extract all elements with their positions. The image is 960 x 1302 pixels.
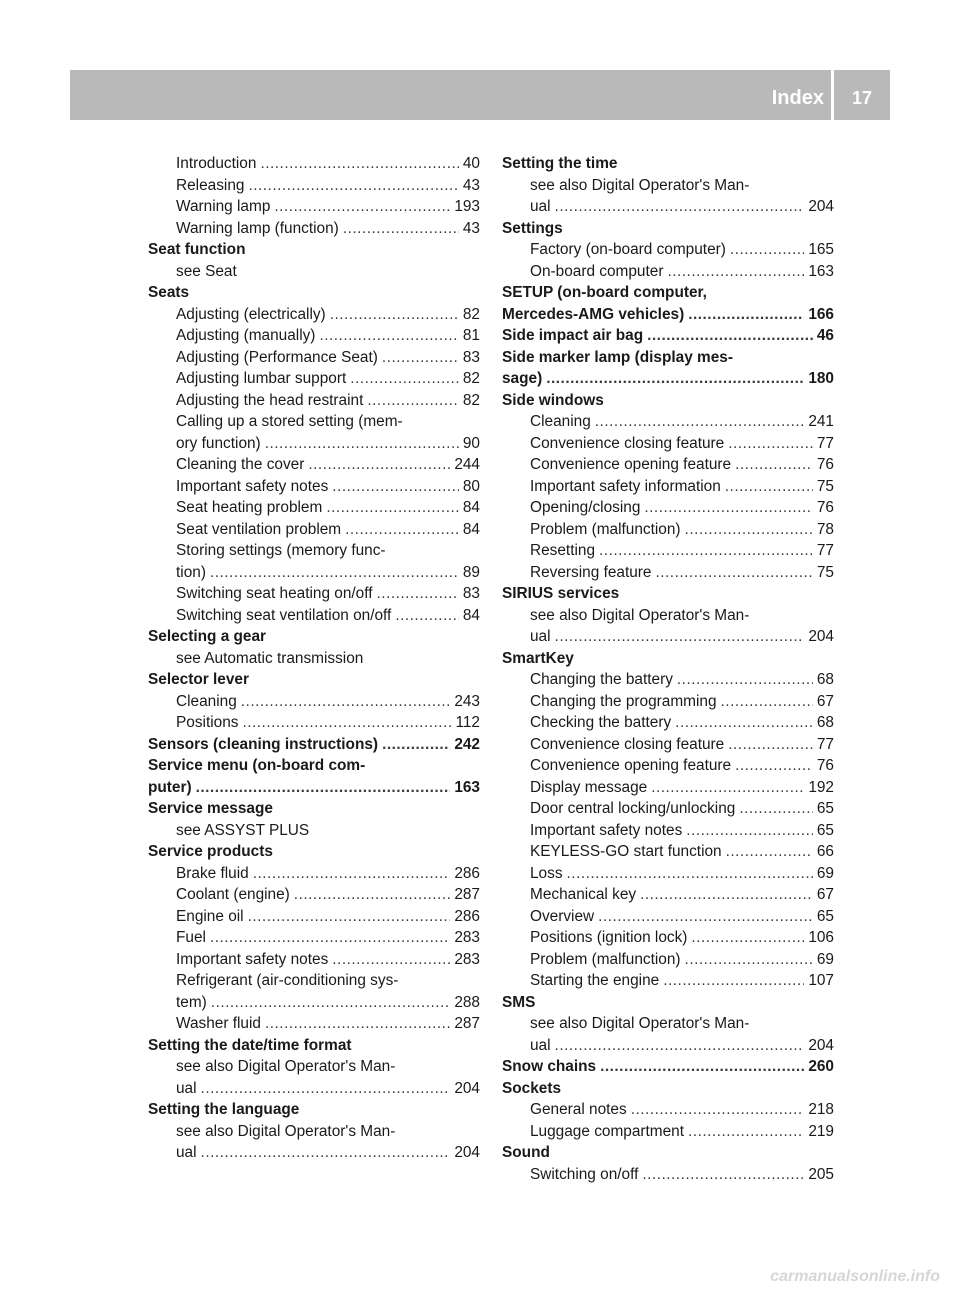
page-reference: 243 — [454, 692, 480, 710]
index-subentry — [502, 433, 834, 455]
index-heading: Sockets — [502, 1079, 562, 1097]
index-subentry — [148, 712, 480, 734]
page-reference: 287 — [454, 886, 480, 903]
index-subentry — [502, 841, 834, 863]
index-heading: Selecting a gear — [148, 628, 267, 645]
dot-leader — [647, 325, 813, 347]
dot-leader — [211, 992, 451, 1014]
dot-leader — [667, 261, 804, 283]
page-reference: 106 — [808, 929, 834, 946]
entry-label: Problem (malfunction) — [530, 950, 681, 968]
dot-leader — [655, 562, 812, 584]
page-reference: 68 — [816, 714, 834, 731]
index-subentry — [148, 1013, 480, 1035]
entry-label: Coolant (engine) — [176, 886, 290, 903]
dot-leader — [308, 454, 450, 476]
index-subentry — [502, 239, 834, 261]
index-subentry — [148, 927, 480, 949]
index-subentry — [502, 476, 834, 498]
index-subentry — [502, 734, 834, 756]
dot-leader — [691, 927, 804, 949]
dot-leader — [685, 949, 813, 971]
index-heading: Seats — [148, 284, 190, 301]
index-subentry: see also Digital Operator's Man- — [530, 176, 750, 194]
page-reference: 77 — [816, 542, 834, 559]
page-reference: 244 — [454, 456, 480, 473]
index-subentry — [148, 433, 480, 455]
index-subentry — [502, 411, 834, 433]
index-subentry — [148, 175, 480, 197]
index-heading: Side marker lamp (display mes- — [502, 348, 733, 366]
page-reference: 163 — [808, 262, 834, 280]
index-heading — [502, 368, 834, 390]
index-heading: Service menu (on-board com- — [148, 757, 366, 774]
dot-leader — [725, 476, 813, 498]
page-reference: 241 — [808, 413, 834, 430]
index-heading: SETUP (on-board computer, — [502, 284, 707, 301]
index-subentry — [502, 777, 834, 799]
entry-label: Switching seat ventilation on/off — [176, 606, 392, 624]
index-heading: SmartKey — [502, 649, 574, 667]
page-reference: 40 — [462, 155, 480, 172]
page-reference: 112 — [455, 714, 480, 731]
page-reference: 204 — [454, 1144, 480, 1161]
index-heading: Settings — [502, 219, 563, 237]
index-subentry: see ASSYST PLUS — [176, 821, 310, 839]
index-subentry — [148, 884, 480, 906]
page-reference: 84 — [462, 499, 480, 516]
page-reference: 107 — [808, 972, 834, 989]
entry-label: Warning lamp — [176, 198, 271, 215]
dot-leader — [274, 196, 450, 218]
entry-label: Factory (on-board computer) — [530, 241, 726, 258]
entry-label: Adjusting lumbar support — [176, 370, 347, 387]
page-number: 17 — [851, 88, 873, 108]
index-heading — [502, 304, 834, 326]
index-subentry — [148, 218, 480, 240]
index-subentry: see Automatic transmission — [176, 649, 364, 667]
dot-leader — [377, 583, 459, 605]
index-subentry — [502, 497, 834, 519]
index-subentry — [502, 755, 834, 777]
page-reference: 192 — [808, 778, 834, 796]
entry-label: ual — [176, 1079, 197, 1097]
index-subentry — [148, 906, 480, 928]
entry-label: Checking the battery — [530, 714, 672, 731]
page-reference: 76 — [816, 499, 834, 516]
page-reference: 82 — [462, 305, 480, 323]
index-heading: Service message — [148, 800, 273, 817]
index-subentry — [502, 712, 834, 734]
page-reference: 43 — [462, 219, 480, 237]
index-subentry: Calling up a stored setting (mem- — [176, 413, 403, 430]
entry-label: Switching seat heating on/off — [176, 585, 373, 602]
entry-label: Cleaning — [530, 413, 591, 430]
index-heading — [502, 1056, 834, 1078]
page-reference: 78 — [816, 520, 834, 538]
entry-label: Starting the engine — [530, 972, 660, 989]
entry-label: Adjusting the head restraint — [176, 391, 364, 409]
dot-leader — [260, 153, 458, 175]
index-heading: Side windows — [502, 391, 604, 409]
dot-leader — [595, 411, 805, 433]
index-subentry — [502, 669, 834, 691]
dot-leader — [265, 1013, 450, 1035]
page-reference: 82 — [462, 370, 480, 387]
page-reference: 84 — [462, 520, 480, 538]
page-reference: 77 — [816, 735, 834, 753]
dot-leader — [253, 863, 451, 885]
index-subentry: Refrigerant (air-conditioning sys- — [176, 972, 399, 989]
index-subentry — [502, 1035, 834, 1057]
entry-label: tem) — [176, 993, 207, 1011]
index-subentry — [502, 798, 834, 820]
page-reference: 65 — [816, 800, 834, 817]
dot-leader — [721, 691, 813, 713]
dot-leader — [663, 970, 804, 992]
index-subentry — [502, 820, 834, 842]
dot-leader — [332, 949, 450, 971]
dot-leader — [196, 777, 451, 799]
index-subentry: see Seat — [176, 262, 237, 280]
dot-leader — [555, 1035, 805, 1057]
dot-leader — [210, 927, 450, 949]
dot-leader — [555, 626, 805, 648]
index-heading: SIRIUS services — [502, 585, 620, 602]
section-title: Index — [771, 87, 824, 109]
index-subentry — [502, 691, 834, 713]
dot-leader — [567, 863, 813, 885]
dot-leader — [686, 820, 813, 842]
page-reference: 69 — [816, 950, 834, 968]
entry-label: Convenience opening feature — [530, 757, 732, 774]
page-reference: 80 — [462, 477, 480, 495]
index-heading — [502, 325, 834, 347]
index-subentry — [502, 626, 834, 648]
page-reference: 75 — [816, 563, 834, 581]
page-reference: 77 — [816, 434, 834, 452]
index-subentry: see also Digital Operator's Man- — [530, 606, 750, 624]
entry-label: Mechanical key — [530, 886, 637, 903]
dot-leader — [677, 669, 813, 691]
index-subentry: see also Digital Operator's Man- — [176, 1122, 396, 1140]
dot-leader — [735, 755, 813, 777]
page-reference: 68 — [816, 671, 834, 688]
index-subentry: see also Digital Operator's Man- — [530, 1015, 750, 1032]
index-subentry — [502, 927, 834, 949]
page-reference: 204 — [808, 1036, 834, 1054]
page-reference: 43 — [462, 176, 480, 194]
watermark: carmanualsonline.info — [770, 1268, 940, 1285]
entry-label: puter) — [148, 778, 192, 796]
page-reference: 89 — [462, 563, 480, 581]
index-subentry — [502, 863, 834, 885]
index-subentry: see also Digital Operator's Man- — [176, 1058, 396, 1075]
index-subentry — [148, 196, 480, 218]
entry-label: Washer fluid — [176, 1015, 261, 1032]
page-reference: 82 — [462, 391, 480, 409]
dot-leader — [631, 1099, 805, 1121]
dot-leader — [651, 777, 804, 799]
index-subentry — [148, 605, 480, 627]
page-reference: 283 — [454, 950, 480, 968]
page-reference: 219 — [808, 1122, 834, 1140]
entry-label: Resetting — [530, 542, 596, 559]
entry-label: General notes — [530, 1101, 627, 1118]
dot-leader — [241, 691, 451, 713]
index-subentry — [148, 476, 480, 498]
entry-label: Side impact air bag — [502, 327, 644, 344]
dot-leader — [350, 368, 459, 390]
dot-leader — [242, 712, 451, 734]
index-subentry — [502, 1121, 834, 1143]
entry-label: Adjusting (electrically) — [176, 305, 326, 323]
entry-label: Problem (malfunction) — [530, 520, 681, 538]
page-reference: 260 — [808, 1058, 834, 1075]
index-heading: Setting the time — [502, 155, 618, 172]
dot-leader — [640, 884, 813, 906]
dot-leader — [248, 906, 451, 928]
entry-label: Convenience closing feature — [530, 735, 725, 753]
page-reference: 286 — [454, 907, 480, 925]
index-subentry — [502, 970, 834, 992]
entry-label: Snow chains — [502, 1058, 597, 1075]
page-reference: 180 — [808, 370, 834, 387]
entry-label: Important safety notes — [176, 477, 329, 495]
entry-label: Positions (ignition lock) — [530, 929, 688, 946]
dot-leader — [395, 605, 459, 627]
dot-leader — [326, 497, 459, 519]
dot-leader — [730, 239, 804, 261]
page-reference: 83 — [462, 348, 480, 366]
entry-label: tion) — [176, 563, 206, 581]
index-subentry — [502, 884, 834, 906]
entry-label: Cleaning — [176, 692, 237, 710]
dot-leader — [598, 906, 813, 928]
index-subentry — [148, 1078, 480, 1100]
index-subentry — [148, 691, 480, 713]
index-column-left — [148, 153, 480, 1164]
index-subentry — [148, 325, 480, 347]
index-subentry — [148, 497, 480, 519]
index-subentry: Storing settings (memory func- — [176, 542, 386, 559]
dot-leader — [367, 390, 459, 412]
dot-leader — [382, 734, 450, 756]
entry-label: ual — [176, 1144, 197, 1161]
entry-label: Adjusting (Performance Seat) — [176, 348, 378, 366]
index-heading: Setting the language — [148, 1101, 300, 1118]
page-reference: 67 — [816, 692, 834, 710]
entry-label: On-board computer — [530, 262, 664, 280]
index-heading: Seat function — [148, 241, 246, 258]
entry-label: Loss — [530, 864, 563, 882]
page-reference: 75 — [816, 477, 834, 495]
dot-leader — [644, 497, 813, 519]
page-reference: 65 — [816, 821, 834, 839]
entry-label: ory function) — [176, 434, 261, 452]
dot-leader — [685, 519, 813, 541]
index-subentry — [148, 562, 480, 584]
entry-label: Adjusting (manually) — [176, 327, 316, 344]
index-subentry — [148, 454, 480, 476]
page-reference: 242 — [454, 735, 480, 753]
dot-leader — [248, 175, 458, 197]
page-reference: 218 — [808, 1101, 834, 1118]
entry-label: Seat heating problem — [176, 499, 323, 516]
entry-label: Releasing — [176, 176, 245, 194]
entry-label: Mercedes-AMG vehicles) — [502, 305, 685, 323]
index-heading: Sound — [502, 1144, 550, 1161]
index-subentry — [502, 906, 834, 928]
entry-label: KEYLESS-GO start function — [530, 843, 722, 860]
page-reference: 163 — [454, 778, 480, 796]
page-reference: 205 — [808, 1165, 834, 1183]
dot-leader — [728, 433, 813, 455]
dot-leader — [210, 562, 459, 584]
index-heading: SMS — [502, 993, 536, 1011]
page-reference: 204 — [454, 1079, 480, 1097]
dot-leader — [675, 712, 813, 734]
index-heading: Selector lever — [148, 671, 249, 688]
page-reference: 166 — [808, 305, 834, 323]
page-reference: 165 — [808, 241, 834, 258]
entry-label: Important safety notes — [530, 821, 683, 839]
entry-label: Positions — [176, 714, 239, 731]
page-reference: 204 — [808, 628, 834, 645]
dot-leader — [728, 734, 813, 756]
index-subentry — [502, 562, 834, 584]
index-subentry — [148, 347, 480, 369]
page-reference: 90 — [462, 434, 480, 452]
page-reference: 287 — [454, 1015, 480, 1032]
entry-label: Luggage compartment — [530, 1122, 685, 1140]
index-subentry — [148, 1142, 480, 1164]
index-subentry — [148, 368, 480, 390]
index-subentry — [148, 304, 480, 326]
index-heading — [148, 777, 480, 799]
index-subentry — [148, 519, 480, 541]
entry-label: Overview — [530, 907, 595, 925]
page-reference: 204 — [808, 198, 834, 215]
entry-label: Switching on/off — [530, 1165, 639, 1183]
entry-label: Door central locking/unlocking — [530, 800, 736, 817]
index-subentry — [502, 454, 834, 476]
index-heading — [148, 734, 480, 756]
page-reference: 283 — [454, 929, 480, 946]
dot-leader — [343, 218, 459, 240]
dot-leader — [319, 325, 458, 347]
entry-label: Seat ventilation problem — [176, 520, 342, 538]
entry-label: Important safety information — [530, 477, 721, 495]
entry-label: Opening/closing — [530, 499, 641, 516]
dot-leader — [330, 304, 459, 326]
dot-leader — [345, 519, 459, 541]
dot-leader — [201, 1078, 451, 1100]
entry-label: ual — [530, 628, 551, 645]
index-subentry — [148, 992, 480, 1014]
page-reference: 66 — [816, 843, 834, 860]
entry-label: ual — [530, 1036, 551, 1054]
entry-label: Reversing feature — [530, 563, 652, 581]
dot-leader — [739, 798, 813, 820]
page-reference: 46 — [816, 327, 834, 344]
index-heading: Service products — [148, 843, 273, 860]
page-reference: 65 — [816, 907, 834, 925]
index-subentry — [502, 949, 834, 971]
entry-label: ual — [530, 198, 551, 215]
entry-label: Sensors (cleaning instructions) — [148, 735, 379, 753]
index-subentry — [502, 261, 834, 283]
page-reference: 288 — [454, 993, 480, 1011]
dot-leader — [382, 347, 459, 369]
entry-label: Cleaning the cover — [176, 456, 305, 473]
dot-leader — [599, 540, 813, 562]
page-reference: 193 — [454, 198, 480, 215]
index-subentry — [502, 196, 834, 218]
entry-label: Changing the programming — [530, 692, 717, 710]
dot-leader — [265, 433, 459, 455]
entry-label: Changing the battery — [530, 671, 673, 688]
index-subentry — [148, 949, 480, 971]
index-heading: Setting the date/time format — [148, 1036, 352, 1054]
entry-label: Engine oil — [176, 907, 244, 925]
page-reference: 69 — [816, 864, 834, 882]
index-subentry — [148, 153, 480, 175]
page-reference: 286 — [454, 864, 480, 882]
dot-leader — [688, 1121, 804, 1143]
page-reference: 67 — [816, 886, 834, 903]
dot-leader — [735, 454, 813, 476]
entry-label: Display message — [530, 778, 648, 796]
dot-leader — [726, 841, 813, 863]
index-subentry — [148, 863, 480, 885]
page-reference: 83 — [462, 585, 480, 602]
index-subentry — [502, 519, 834, 541]
page-reference: 81 — [462, 327, 480, 344]
page-reference: 84 — [462, 606, 480, 624]
index-subentry — [148, 583, 480, 605]
dot-leader — [688, 304, 804, 326]
dot-leader — [555, 196, 805, 218]
entry-label: Fuel — [176, 929, 206, 946]
dot-leader — [546, 368, 804, 390]
dot-leader — [201, 1142, 451, 1164]
dot-leader — [642, 1164, 804, 1186]
index-subentry — [502, 1099, 834, 1121]
entry-label: Brake fluid — [176, 864, 249, 882]
entry-label: sage) — [502, 370, 543, 387]
entry-label: Convenience opening feature — [530, 456, 732, 473]
index-subentry — [502, 540, 834, 562]
index-subentry — [148, 390, 480, 412]
page-reference: 76 — [816, 757, 834, 774]
entry-label: Warning lamp (function) — [176, 219, 339, 237]
index-subentry — [502, 1164, 834, 1186]
dot-leader — [332, 476, 459, 498]
entry-label: Introduction — [176, 155, 257, 172]
dot-leader — [600, 1056, 804, 1078]
index-column-right — [502, 153, 834, 1185]
page-reference: 76 — [816, 456, 834, 473]
dot-leader — [294, 884, 451, 906]
entry-label: Convenience closing feature — [530, 434, 725, 452]
entry-label: Important safety notes — [176, 950, 329, 968]
